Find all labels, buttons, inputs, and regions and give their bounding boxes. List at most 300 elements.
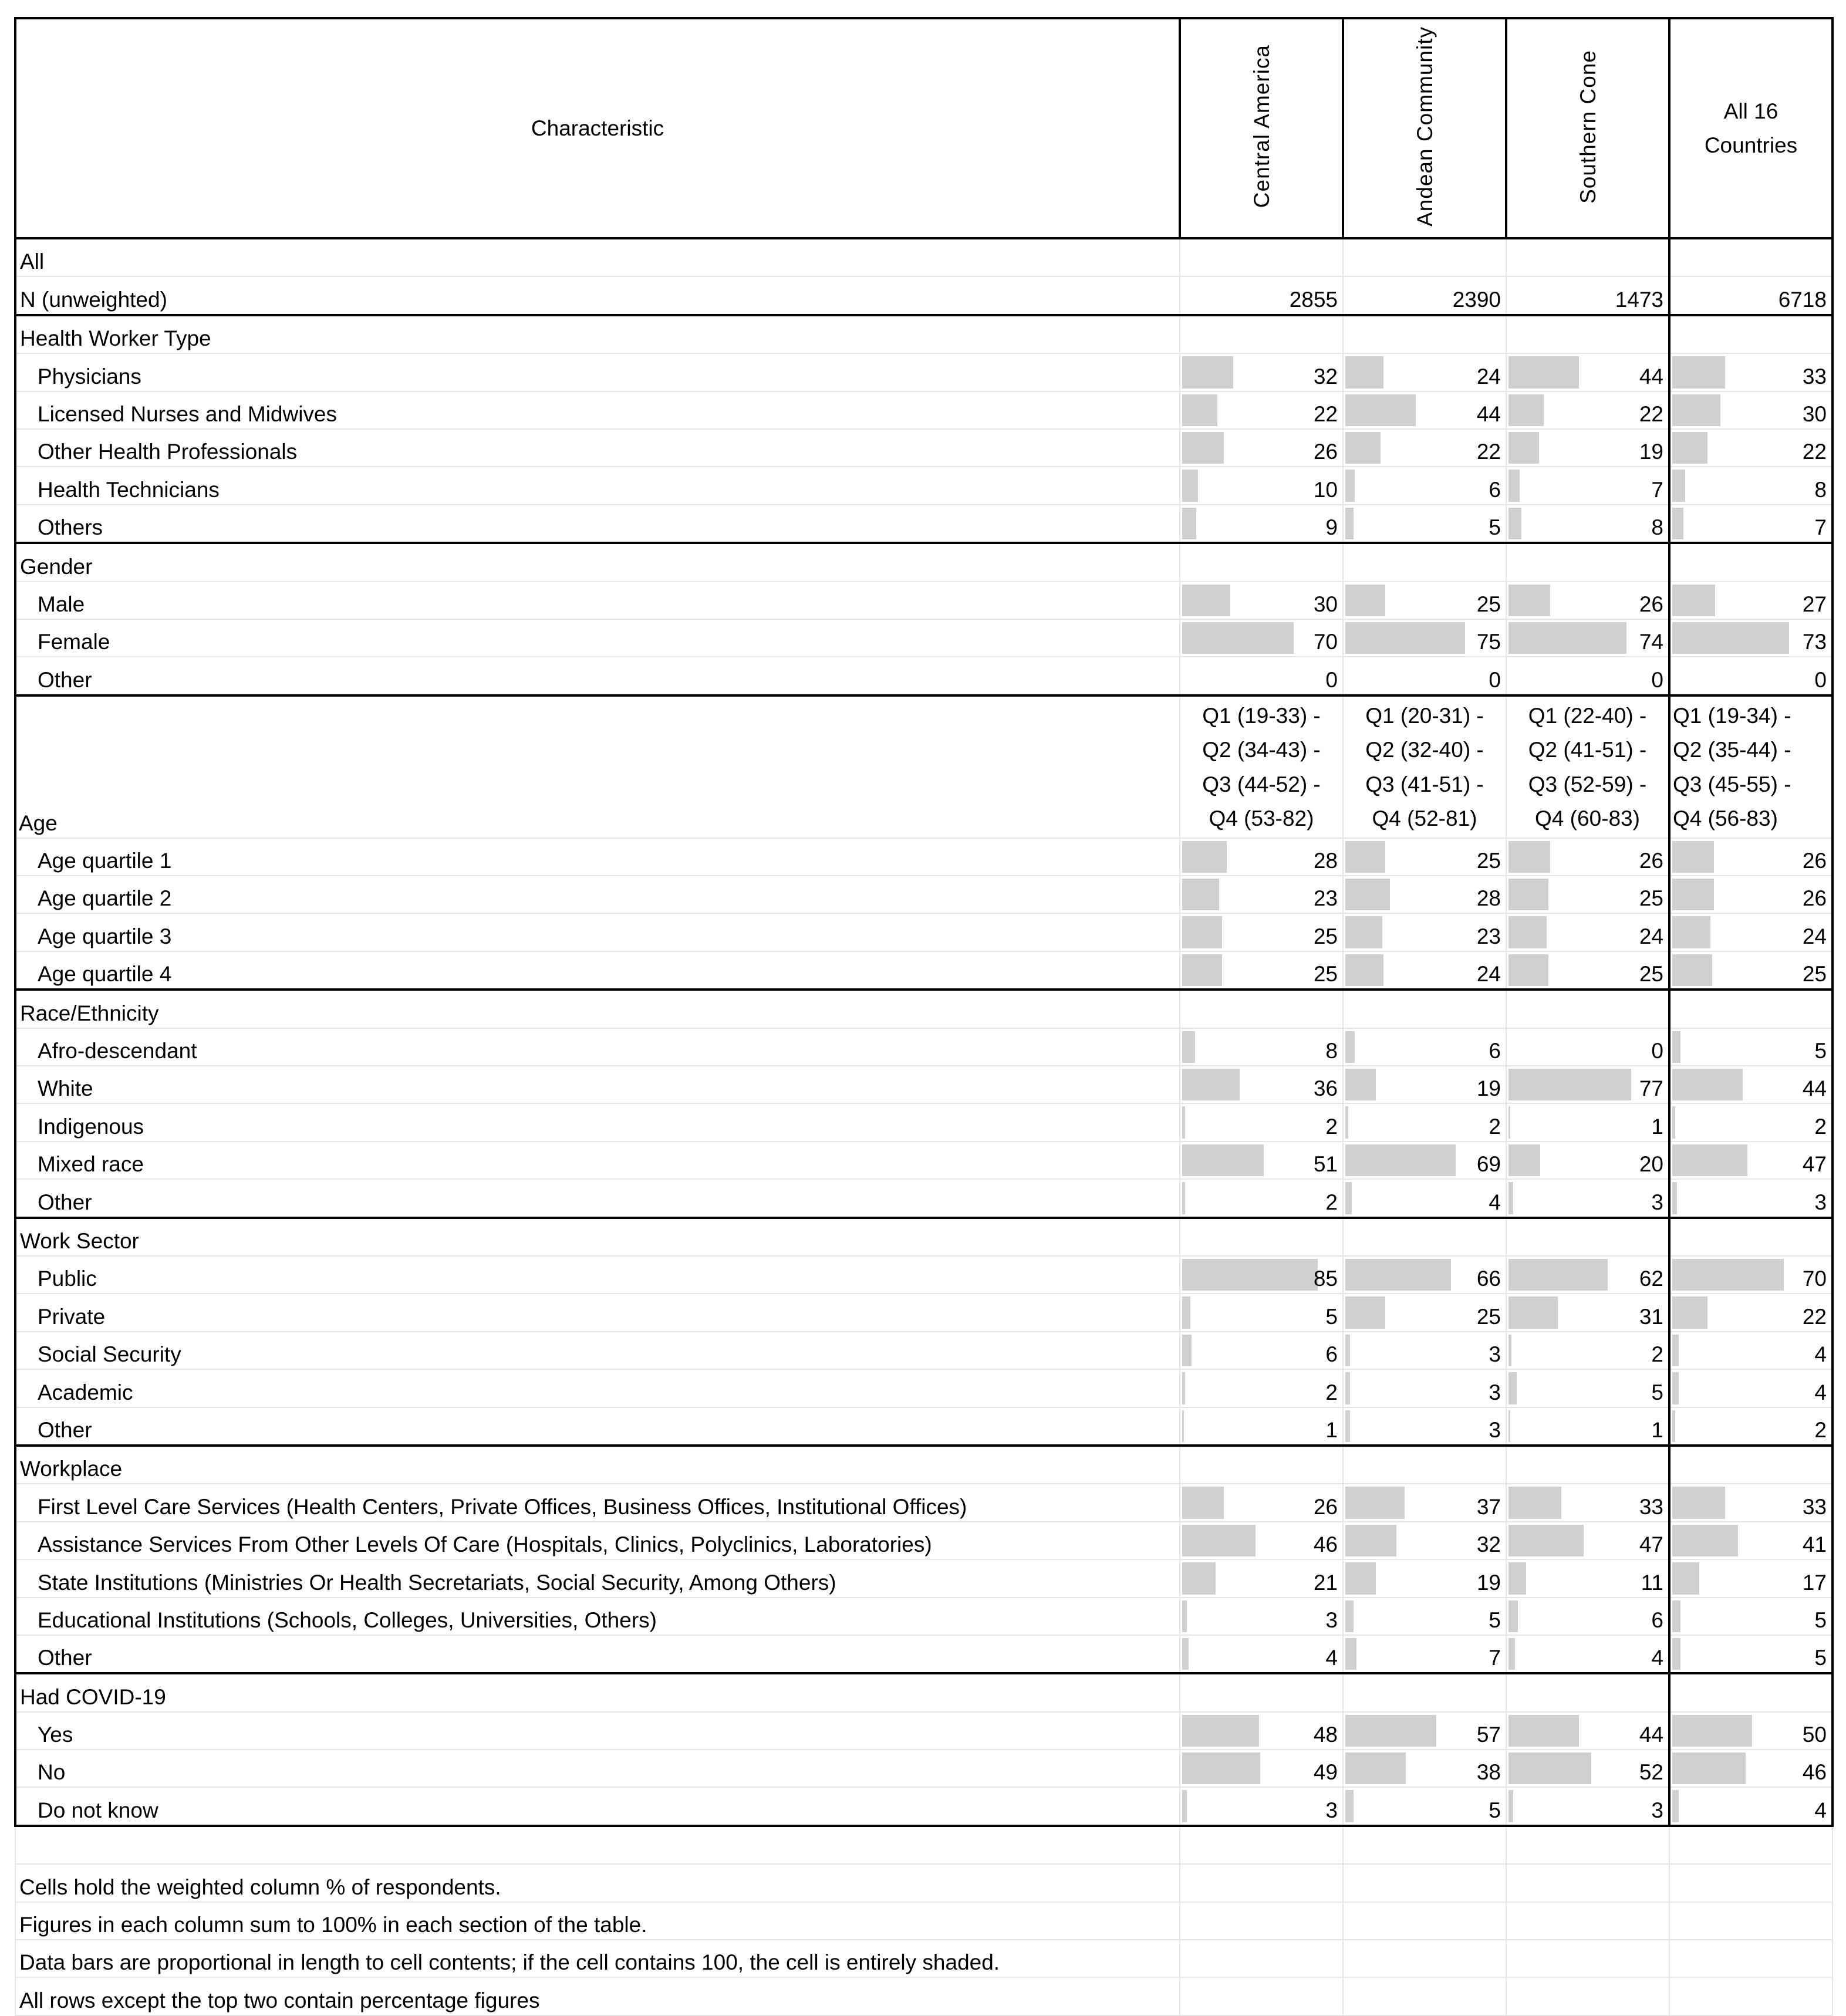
empty-cell: [1669, 315, 1832, 353]
cell-value: 2390: [1452, 287, 1501, 312]
data-cell: [1669, 838, 1832, 876]
data-cell: [1180, 1522, 1343, 1559]
age-range-line: Q1 (19-33) -: [1202, 703, 1321, 728]
cell-value: 50: [1802, 1723, 1827, 1747]
data-bar: [1508, 1752, 1591, 1784]
data-cell: [1506, 913, 1669, 951]
table-row: [15, 1028, 1832, 1066]
data-bar: [1672, 1525, 1738, 1556]
data-bar: [1182, 432, 1224, 464]
data-bar: [1182, 1372, 1185, 1404]
blank-cell: [1506, 1864, 1669, 1902]
data-cell: [1669, 1256, 1832, 1294]
blank-cell: [1506, 1902, 1669, 1940]
footnote-row: [15, 1902, 1832, 1940]
data-cell: [1180, 913, 1343, 951]
data-cell: [1343, 1522, 1506, 1559]
blank-cell: [1343, 1940, 1506, 1977]
data-bar: [1182, 1562, 1216, 1594]
n-southern-cone: [1506, 276, 1669, 315]
empty-cell: [1343, 1218, 1506, 1256]
data-bar: [1508, 1715, 1579, 1747]
cell-value: 2: [1814, 1114, 1827, 1139]
header-southern-cone: [1506, 18, 1669, 238]
row-label: Physicians: [15, 353, 1180, 391]
cell-value: 19: [1476, 1570, 1501, 1595]
characteristics-table: [14, 17, 1834, 2016]
cell-value: 6: [1489, 1039, 1501, 1063]
cell-value: 5: [1489, 1608, 1501, 1632]
data-cell: [1343, 619, 1506, 657]
data-cell: [1180, 1559, 1343, 1597]
data-bar: [1182, 1600, 1187, 1632]
row-label: Social Security: [15, 1332, 1180, 1369]
section-header-health-worker-type: [15, 315, 1832, 353]
data-bar: [1508, 1335, 1511, 1366]
blank-row: [15, 1826, 1832, 1864]
data-cell: [1506, 1712, 1669, 1750]
section-title: Had COVID-19: [15, 1673, 1180, 1711]
data-cell: [1506, 505, 1669, 543]
header-central-america-label: Central America: [1249, 45, 1274, 208]
section-title: Work Sector: [15, 1218, 1180, 1256]
section-title: Health Worker Type: [15, 315, 1180, 353]
cell-value: 4: [1814, 1798, 1827, 1822]
data-bar: [1345, 1600, 1354, 1632]
cell-value: 6: [1489, 477, 1501, 502]
age-quartile-ranges: [1343, 695, 1506, 838]
table-row: [15, 353, 1832, 391]
data-bar: [1672, 585, 1715, 616]
cell-value: 22: [1639, 401, 1663, 426]
data-cell: [1669, 1142, 1832, 1179]
cell-value: 24: [1476, 364, 1501, 389]
data-bar: [1182, 508, 1196, 539]
cell-value: 47: [1639, 1532, 1663, 1557]
cell-value: 5: [1489, 1798, 1501, 1822]
cell-value: 6718: [1778, 287, 1827, 312]
cell: [1669, 238, 1832, 276]
data-bar: [1672, 916, 1710, 948]
blank-cell: [1669, 1940, 1832, 1977]
data-cell: [1180, 838, 1343, 876]
data-bar: [1672, 1069, 1743, 1100]
cell-value: 25: [1639, 962, 1663, 987]
header-andean-community-label: Andean Community: [1412, 26, 1437, 227]
table-row: [15, 1294, 1832, 1331]
data-bar: [1345, 432, 1381, 464]
data-bar: [1345, 841, 1385, 873]
table-row: [15, 876, 1832, 913]
data-bar: [1345, 394, 1416, 426]
data-cell: [1669, 1103, 1832, 1141]
data-table-sheet: [14, 17, 1832, 2016]
data-cell: [1180, 1635, 1343, 1673]
data-cell: [1506, 1028, 1669, 1066]
data-cell: [1343, 913, 1506, 951]
cell-value: 28: [1476, 886, 1501, 911]
data-cell: [1669, 467, 1832, 504]
data-cell: [1343, 1179, 1506, 1217]
row-label: Do not know: [15, 1787, 1180, 1825]
cell-value: 48: [1313, 1723, 1338, 1747]
footnote-row: [15, 1940, 1832, 1977]
empty-cell: [1669, 1446, 1832, 1484]
data-cell: [1343, 1256, 1506, 1294]
data-cell: [1669, 1332, 1832, 1369]
row-label: White: [15, 1066, 1180, 1103]
data-cell: [1669, 951, 1832, 990]
data-cell: [1180, 619, 1343, 657]
cell-value: 30: [1802, 401, 1827, 426]
cell-value: 7: [1814, 515, 1827, 540]
data-bar: [1182, 1069, 1240, 1100]
cell-value: 2: [1489, 1114, 1501, 1139]
row-label: Licensed Nurses and Midwives: [15, 391, 1180, 429]
cell: [1343, 238, 1506, 276]
row-label: Others: [15, 505, 1180, 543]
data-cell: [1669, 1559, 1832, 1597]
cell-value: 69: [1476, 1152, 1501, 1177]
data-cell: [1343, 1635, 1506, 1673]
data-bar: [1182, 1790, 1187, 1822]
row-label: Afro-descendant: [15, 1028, 1180, 1066]
data-bar: [1182, 1487, 1224, 1518]
data-bar: [1672, 1144, 1747, 1176]
blank-cell: [1180, 1902, 1343, 1940]
cell-value: 1: [1325, 1417, 1338, 1442]
data-cell: [1180, 1142, 1343, 1179]
data-bar: [1345, 356, 1383, 388]
cell-value: 74: [1639, 630, 1663, 654]
cell-value: 33: [1802, 364, 1827, 389]
cell-value: 36: [1313, 1076, 1338, 1101]
data-cell: [1506, 1598, 1669, 1635]
cell-value: 28: [1313, 849, 1338, 873]
data-bar: [1182, 841, 1227, 873]
cell-value: 33: [1802, 1494, 1827, 1519]
cell-value: 5: [1814, 1039, 1827, 1063]
cell-value: 2: [1325, 1380, 1338, 1404]
data-cell: [1180, 391, 1343, 429]
data-bar: [1672, 1487, 1725, 1518]
row-label: Age quartile 1: [15, 838, 1180, 876]
cell-value: 24: [1802, 924, 1827, 948]
header-all-line2: Countries: [1704, 133, 1798, 157]
table-row: [15, 951, 1832, 990]
cell-value: 22: [1476, 440, 1501, 464]
cell-value: 3: [1814, 1190, 1827, 1214]
data-bar: [1508, 470, 1520, 501]
empty-cell: [1343, 315, 1506, 353]
data-bar: [1345, 1487, 1405, 1518]
table-row: [15, 1142, 1832, 1179]
data-bar: [1182, 1182, 1185, 1214]
blank-cell: [1180, 1826, 1343, 1864]
data-bar: [1672, 1752, 1746, 1784]
cell-value: 25: [1476, 1304, 1501, 1329]
data-bar: [1182, 1638, 1189, 1670]
row-label: Public: [15, 1256, 1180, 1294]
data-bar: [1508, 432, 1539, 464]
row-label: First Level Care Services (Health Centers, Private Offices, Business Offices, Institutional Offices): [15, 1484, 1180, 1521]
data-cell: [1343, 1332, 1506, 1369]
empty-cell: [1669, 543, 1832, 581]
age-range-line: Q4 (52-81): [1372, 806, 1477, 831]
section-title: Age: [15, 695, 1180, 838]
data-bar: [1672, 470, 1685, 501]
cell-value: 1: [1651, 1417, 1663, 1442]
data-cell: [1669, 1750, 1832, 1787]
data-cell: [1669, 1598, 1832, 1635]
empty-cell: [1343, 990, 1506, 1028]
cell-value: 8: [1325, 1039, 1338, 1063]
table-row: [15, 657, 1832, 695]
cell-value: 4: [1814, 1342, 1827, 1367]
cell-value: 26: [1639, 849, 1663, 873]
data-cell: [1506, 1294, 1669, 1331]
data-cell: [1180, 1598, 1343, 1635]
data-cell: [1343, 353, 1506, 391]
empty-cell: [1180, 1446, 1343, 1484]
data-cell: [1669, 619, 1832, 657]
data-cell: [1180, 582, 1343, 619]
age-range-line: Q2 (34-43) -: [1202, 738, 1321, 762]
cell-value: 44: [1639, 1723, 1663, 1747]
data-cell: [1669, 391, 1832, 429]
blank-cell: [1669, 1826, 1832, 1864]
cell-value: 2855: [1289, 287, 1338, 312]
data-bar: [1672, 1296, 1707, 1328]
cell-value: 44: [1802, 1076, 1827, 1101]
cell-value: 27: [1802, 592, 1827, 616]
data-bar: [1508, 1069, 1631, 1100]
cell-value: 8: [1651, 515, 1663, 540]
cell-value: 23: [1313, 886, 1338, 911]
data-cell: [1180, 1712, 1343, 1750]
cell-value: 41: [1802, 1532, 1827, 1557]
cell-value: 77: [1639, 1076, 1663, 1101]
age-range-line: Q4 (60-83): [1535, 806, 1640, 831]
data-cell: [1343, 1750, 1506, 1787]
data-bar: [1345, 1335, 1350, 1366]
empty-cell: [1180, 990, 1343, 1028]
data-bar: [1672, 1031, 1680, 1063]
cell-value: 20: [1639, 1152, 1663, 1177]
data-bar: [1345, 916, 1382, 948]
empty-cell: [1343, 1446, 1506, 1484]
section-header-work-sector: [15, 1218, 1832, 1256]
data-cell: [1343, 1294, 1506, 1331]
header-southern-cone-label: Southern Cone: [1575, 49, 1600, 204]
data-bar: [1508, 1182, 1513, 1214]
table-row: [15, 838, 1832, 876]
cell-value: 1473: [1615, 287, 1663, 312]
data-cell: [1506, 582, 1669, 619]
data-cell: [1343, 505, 1506, 543]
row-label: Other: [15, 1179, 1180, 1217]
data-cell: [1343, 1066, 1506, 1103]
blank-cell: [1343, 1864, 1506, 1902]
cell-value: 4: [1651, 1646, 1663, 1670]
data-cell: [1343, 1028, 1506, 1066]
row-label: Age quartile 4: [15, 951, 1180, 990]
blank-cell: [1669, 1977, 1832, 2015]
cell-value: 46: [1313, 1532, 1338, 1557]
data-cell: [1669, 1294, 1832, 1331]
cell-value: 0: [1489, 667, 1501, 692]
table-row: [15, 1179, 1832, 1217]
data-bar: [1345, 1259, 1451, 1291]
data-bar: [1508, 1106, 1510, 1138]
cell-value: 26: [1639, 592, 1663, 616]
data-bar: [1345, 1562, 1376, 1594]
data-bar: [1182, 1525, 1256, 1556]
data-cell: [1506, 1142, 1669, 1179]
table-row: [15, 1712, 1832, 1750]
data-bar: [1508, 1790, 1513, 1822]
footnote-text: All rows except the top two contain percentage figures: [15, 1977, 1180, 2015]
data-cell: [1180, 429, 1343, 467]
cell-value: 25: [1476, 849, 1501, 873]
table-row: [15, 1598, 1832, 1635]
cell-value: 62: [1639, 1267, 1663, 1291]
data-bar: [1508, 879, 1548, 910]
cell-value: 2: [1325, 1114, 1338, 1139]
data-bar: [1508, 916, 1547, 948]
row-label: All: [15, 238, 1180, 276]
data-cell: [1180, 1294, 1343, 1331]
data-cell: [1180, 1750, 1343, 1787]
cell-value: 37: [1476, 1494, 1501, 1519]
row-label: Female: [15, 619, 1180, 657]
section-title: Gender: [15, 543, 1180, 581]
table-row: [15, 467, 1832, 504]
table-row: [15, 1522, 1832, 1559]
data-bar: [1508, 622, 1626, 654]
cell-value: 5: [1814, 1608, 1827, 1632]
data-bar: [1182, 1031, 1195, 1063]
empty-cell: [1180, 1218, 1343, 1256]
cell-value: 1: [1651, 1114, 1663, 1139]
data-bar: [1345, 1638, 1356, 1670]
cell-value: 5: [1814, 1646, 1827, 1670]
cell-value: 0: [1651, 667, 1663, 692]
cell-value: 30: [1313, 592, 1338, 616]
data-cell: [1506, 1522, 1669, 1559]
n-andean-community: [1343, 276, 1506, 315]
data-cell: [1343, 1142, 1506, 1179]
cell-value: 25: [1639, 886, 1663, 911]
table-row: [15, 619, 1832, 657]
data-cell: [1506, 657, 1669, 695]
blank-cell: [1180, 1940, 1343, 1977]
cell-value: 10: [1313, 477, 1338, 502]
data-bar: [1182, 622, 1294, 654]
section-header-race: [15, 990, 1832, 1028]
empty-cell: [1180, 315, 1343, 353]
data-bar: [1672, 841, 1714, 873]
cell-value: 21: [1313, 1570, 1338, 1595]
cell-value: 24: [1476, 962, 1501, 987]
row-label: Mixed race: [15, 1142, 1180, 1179]
blank-cell: [1506, 1826, 1669, 1864]
data-bar: [1672, 1715, 1752, 1747]
data-bar: [1182, 916, 1222, 948]
data-cell: [1669, 1787, 1832, 1825]
cell-value: 85: [1313, 1267, 1338, 1291]
data-bar: [1672, 1600, 1680, 1632]
data-cell: [1669, 353, 1832, 391]
data-bar: [1345, 1106, 1348, 1138]
table-row: [15, 1407, 1832, 1446]
data-cell: [1669, 913, 1832, 951]
data-cell: [1669, 1522, 1832, 1559]
row-label: Other: [15, 1635, 1180, 1673]
blank-cell: [1180, 1864, 1343, 1902]
empty-cell: [1669, 1673, 1832, 1711]
cell-value: 4: [1814, 1380, 1827, 1404]
empty-cell: [1669, 990, 1832, 1028]
data-cell: [1506, 353, 1669, 391]
data-cell: [1180, 1407, 1343, 1446]
table-row: [15, 1484, 1832, 1521]
cell-value: 5: [1325, 1304, 1338, 1329]
data-bar: [1672, 879, 1714, 910]
data-cell: [1180, 951, 1343, 990]
header-characteristic-label: Characteristic: [531, 116, 664, 140]
section-header-age: [15, 695, 1832, 838]
data-cell: [1669, 1635, 1832, 1673]
data-bar: [1182, 1296, 1190, 1328]
data-bar: [1345, 879, 1390, 910]
data-bar: [1672, 1410, 1675, 1442]
data-bar: [1672, 1372, 1679, 1404]
data-bar: [1345, 1069, 1376, 1100]
cell-value: 25: [1802, 962, 1827, 987]
cell-value: 32: [1476, 1532, 1501, 1557]
data-cell: [1506, 467, 1669, 504]
data-cell: [1506, 951, 1669, 990]
data-bar: [1345, 1410, 1350, 1442]
data-cell: [1669, 657, 1832, 695]
age-range-line: Q2 (41-51) -: [1528, 738, 1647, 762]
data-cell: [1180, 467, 1343, 504]
empty-cell: [1506, 1446, 1669, 1484]
data-bar: [1182, 879, 1219, 910]
age-quartile-ranges: [1180, 695, 1343, 838]
table-row: [15, 1332, 1832, 1369]
empty-cell: [1669, 1218, 1832, 1256]
section-title: Workplace: [15, 1446, 1180, 1484]
blank-cell: [1669, 1902, 1832, 1940]
cell-value: 2: [1325, 1190, 1338, 1214]
data-cell: [1506, 1369, 1669, 1407]
data-bar: [1672, 356, 1725, 388]
cell-value: 5: [1651, 1380, 1663, 1404]
data-bar: [1182, 1335, 1192, 1366]
age-range-line: Q3 (44-52) -: [1202, 772, 1321, 796]
cell-value: 26: [1313, 440, 1338, 464]
age-range-line: Q3 (52-59) -: [1528, 772, 1647, 796]
cell-value: 33: [1639, 1494, 1663, 1519]
data-bar: [1345, 622, 1465, 654]
table-row: [15, 1787, 1832, 1825]
cell-value: 3: [1489, 1380, 1501, 1404]
data-bar: [1345, 470, 1355, 501]
cell-value: 3: [1651, 1798, 1663, 1822]
cell-value: 4: [1489, 1190, 1501, 1214]
